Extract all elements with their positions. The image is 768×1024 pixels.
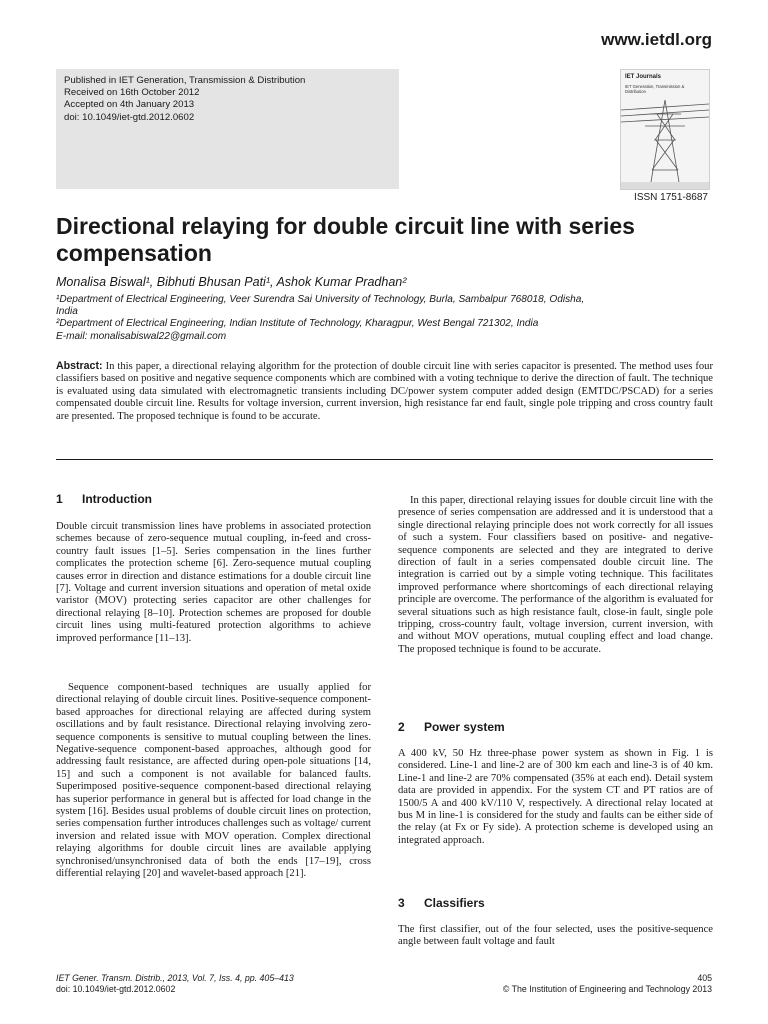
footer-doi[interactable]: doi: 10.1049/iet-gtd.2012.0602 xyxy=(56,984,176,995)
intro-paragraph-1: Double circuit transmission lines have problems in associated protection schemes because of zero-sequence mutual coupling, in-feed and cross-country fault issues [1–5]. Series compensation in the lines further complicates the protection scheme [6]. Zero-sequence mutual coupling causes error in direction and distance estimations for a double circuit line [7]. Voltage and current inversion situations and operation of metal oxide varistor (MOV) protecting series capacitor are other challenges for directional relaying [8–10]. Protection schemes are proposed for double circuit lines using multi-featured protection algorithms to achieve improved performance [11–13]. xyxy=(56,521,371,644)
footer-page-info xyxy=(503,973,712,996)
section-title: Introduction xyxy=(82,492,152,506)
doi-line[interactable]: doi: 10.1049/iet-gtd.2012.0602 xyxy=(64,111,195,123)
abstract-text: In this paper, a directional relaying algorithm for the protection of double circuit line with series capacitor is presented. The method uses four classifiers based on positive and negative sequence components which are combined with a voting technique to derive the direction of fault. The technique is evaluated using data simulated with electromagnetic transients including DC/power system computer added design (EMTDC/PSCAD) for a series compensated double circuit line. Results for voltage inversion, current inversion, high resistance far end fault, single pole tripping and cross country fault are presented. The proposed technique is found to be accurate. xyxy=(56,361,713,422)
article-title: Directional relaying for double circuit line with series compensation xyxy=(56,213,635,266)
publication-lines xyxy=(64,75,305,124)
intro-paragraph-3: In this paper, directional relaying issues for double circuit line with the presence of series compensation are addressed and it is understood that a single directional relaying principle does not work correctly for all issues of such a system. Four classifiers based on positive- and negative-sequence components are selected and they are integrated to derive direction of fault in a series compensated double circuit line. The integration is carried out by a simple voting technique. This facilitates improved performance where shortcomings of each directional relaying principle are overcome. The performance of the algorithm is evaluated for several situations such as high resistance fault, close-in fault, single pole tripping, cross-country fault, voltage inversion, current inversion, with and without MOV operations, mutual coupling effect and load change. The proposed technique is found to be accurate. xyxy=(398,495,713,655)
footer-citation xyxy=(56,973,294,996)
publication-info-box xyxy=(56,69,399,189)
cover-bottom-band xyxy=(621,182,709,189)
intro-paragraph-2: Sequence component-based techniques are usually applied for directional relaying of double circuit lines. Positive-sequence component-based approaches for directional relaying are affected during system oscillations and by fault resistance. Directional relaying involving zero-sequence components is sensitive to mutual coupling between the lines. Negative-sequence component-based approaches, although good for addressing fault resistance, are affected during open-pole situations [14, 15] and such a component is not available for balanced faults. Superimposed positive-sequence component-based directional relaying has superior performance in general but is affected for load change in the system [16]. Besides usual problems of double circuit lines on protection, series compensation further introduces challenges such as voltage/ current inversion and related issue with MOV operation. Complex directional relaying algorithms for double circuit lines are available applying synchronised/unsynchronised data of both the ends [17–19], cross differential relaying [20] and wavelet-based approach [21]. xyxy=(56,682,371,880)
received-date: Received on 16th October 2012 xyxy=(64,87,200,99)
classifiers-paragraph: The first classifier, out of the four selected, uses the positive-sequence angle between fault voltage and fault xyxy=(398,924,713,948)
abstract-label: Abstract: xyxy=(56,360,103,372)
section-title: Power system xyxy=(424,720,505,734)
site-url[interactable]: www.ietdl.org xyxy=(601,30,712,49)
section-heading-power-system xyxy=(398,720,505,734)
issn: ISSN 1751-8687 xyxy=(634,192,708,203)
section-number: 2 xyxy=(398,720,405,734)
affiliation-1: ¹Department of Electrical Engineering, Veer Surendra Sai University of Technology, Burla, Sambalpur 768018, Odisha, xyxy=(56,294,585,305)
cover-journal-label: IET Journals xyxy=(625,74,662,80)
abstract-divider xyxy=(56,459,713,460)
abstract xyxy=(56,360,713,423)
author-list: Monalisa Biswal¹, Bibhuti Bhusan Pati¹, Ashok Kumar Pradhan² xyxy=(56,275,407,289)
power-system-paragraph: A 400 kV, 50 Hz three-phase power system as shown in Fig. 1 is considered. Line-1 and line-2 are of 300 km each and line-3 is of 40 km. Line-1 and line-2 are 70% compensated (35% at each end). Detail system data are provided in appendix. For the system CT and PT ratios are of 1500/5 A and 400 kV/110 V, respectively. A directional relay located at bus M in line-1 is considered for the study and faults can be either side of the relay (at Fx or Fy side). A protection scheme is developed using an integrated approach. xyxy=(398,748,713,846)
affiliation-2: ²Department of Electrical Engineering, Indian Institute of Technology, Kharagpur, West Bengal 721302, India xyxy=(56,318,539,330)
section-heading-introduction xyxy=(56,492,152,506)
page-number: 405 xyxy=(697,973,712,983)
affiliation-1-country: India xyxy=(56,306,78,318)
section-title: Classifiers xyxy=(424,896,485,910)
transmission-tower-icon xyxy=(621,70,709,189)
affiliations xyxy=(56,294,716,343)
section-heading-classifiers xyxy=(398,896,485,910)
section-number: 1 xyxy=(56,492,63,506)
cover-journal-title: IET Generation, Transmission & Distribution xyxy=(625,84,685,94)
copyright: © The Institution of Engineering and Technology 2013 xyxy=(502,984,712,995)
journal-cover-image xyxy=(620,69,710,190)
accepted-date: Accepted on 4th January 2013 xyxy=(64,99,195,111)
section-number: 3 xyxy=(398,896,405,910)
published-in: Published in IET Generation, Transmission & Distribution xyxy=(64,75,306,86)
journal-citation: IET Gener. Transm. Distrib., 2013, Vol. 7, Iss. 4, pp. 405–413 xyxy=(56,973,294,983)
author-email[interactable]: E-mail: monalisabiswal22@gmail.com xyxy=(56,330,227,342)
